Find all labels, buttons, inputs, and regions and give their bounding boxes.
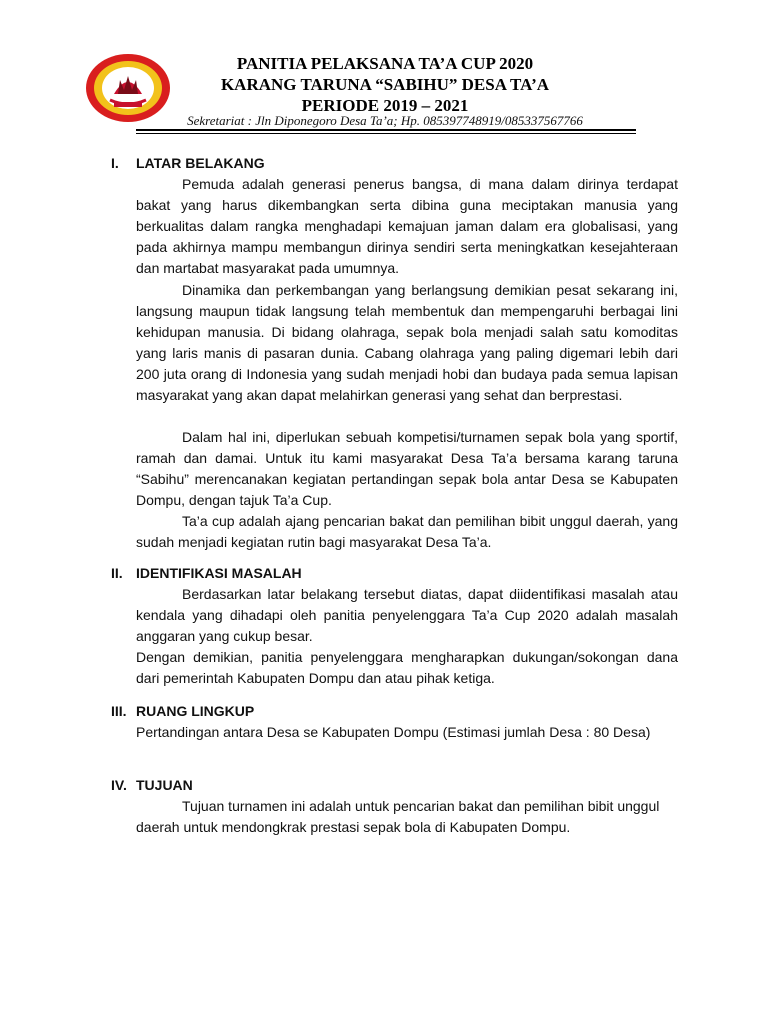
section-heading xyxy=(111,153,411,173)
section-number: III. xyxy=(111,703,127,719)
header-divider-thin xyxy=(136,133,636,134)
header-line-1: PANITIA PELAKSANA TA’A CUP 2020 xyxy=(236,54,534,73)
section-number: II. xyxy=(111,565,123,581)
section-heading xyxy=(111,701,411,721)
section-title: RUANG LINGKUP xyxy=(136,703,255,719)
secretariat-address: Sekretariat : Jln Diponegoro Desa Ta’a; Hp. 085397748919/085337567766 xyxy=(187,113,583,128)
section-title: LATAR BELAKANG xyxy=(136,155,265,171)
header-line-2: KARANG TARUNA “SABIHU” DESA TA’A xyxy=(220,75,550,94)
section-number: IV. xyxy=(111,777,127,793)
paragraph: Berdasarkan latar belakang tersebut diatas, dapat diidentifikasi masalah atau kendala yang dihadapi oleh panitia penyelenggara Ta’a Cup 2020 adalah masalah anggaran yang cukup besar. xyxy=(136,586,678,644)
paragraph: Tujuan turnamen ini adalah untuk pencarian bakat dan pemilihan bibit unggul daerah untuk mendongkrak prestasi sepak bola di Kabupaten Dompu. xyxy=(136,798,660,835)
section-heading xyxy=(111,775,411,795)
paragraph: Ta’a cup adalah ajang pencarian bakat dan pemilihan bibit unggul daerah, yang sudah menjadi kegiatan rutin bagi masyarakat Desa Ta’a. xyxy=(136,513,678,550)
paragraph: Dengan demikian, panitia penyelenggara mengharapkan dukungan/sokongan dana dari pemerintah Kabupaten Dompu dan atau pihak ketiga. xyxy=(136,649,678,686)
header-line-3: PERIODE 2019 – 2021 xyxy=(301,96,469,115)
paragraph: Pemuda adalah generasi penerus bangsa, di mana dalam dirinya terdapat bakat yang harus dikembangkan serta dibina guna meciptakan manusia yang berkualitas dalam rangka menghadapi kemajuan jaman dalam era globalisasi, yang pada akhirnya mampu membangun dirinya sendiri serta meningkatkan kesejahteraan dan martabat masyarakat pada umumnya. xyxy=(136,176,678,276)
section-number: I. xyxy=(111,155,119,171)
section-title: IDENTIFIKASI MASALAH xyxy=(136,565,302,581)
section-title: TUJUAN xyxy=(136,777,193,793)
paragraph: Pertandingan antara Desa se Kabupaten Dompu (Estimasi jumlah Desa : 80 Desa) xyxy=(136,724,651,740)
paragraph: Dinamika dan perkembangan yang berlangsung demikian pesat sekarang ini, langsung maupun tidak langsung telah membentuk dan mempengaruhi berbagai lini kehidupan manusia. Di bidang olahraga, sepak bola menjadi salah satu komoditas yang laris manis di pasaran dunia. Cabang olahraga yang paling digemari lebih dari 200 juta orang di Indonesia yang sudah menjadi hobi dan budaya pada semua lapisan masyarakat yang akan dapat melahirkan generasi yang sehat dan berprestasi. xyxy=(136,282,678,403)
section-heading xyxy=(111,563,411,583)
header-divider xyxy=(136,129,636,131)
paragraph: Dalam hal ini, diperlukan sebuah kompetisi/turnamen sepak bola yang sportif, ramah dan damai. Untuk itu kami masyarakat Desa Ta’a bersama karang taruna “Sabihu” merencanakan kegiatan pertandingan sepak bola antar Desa se Kabupaten Dompu, dengan tajuk Ta’a Cup. xyxy=(136,429,678,508)
